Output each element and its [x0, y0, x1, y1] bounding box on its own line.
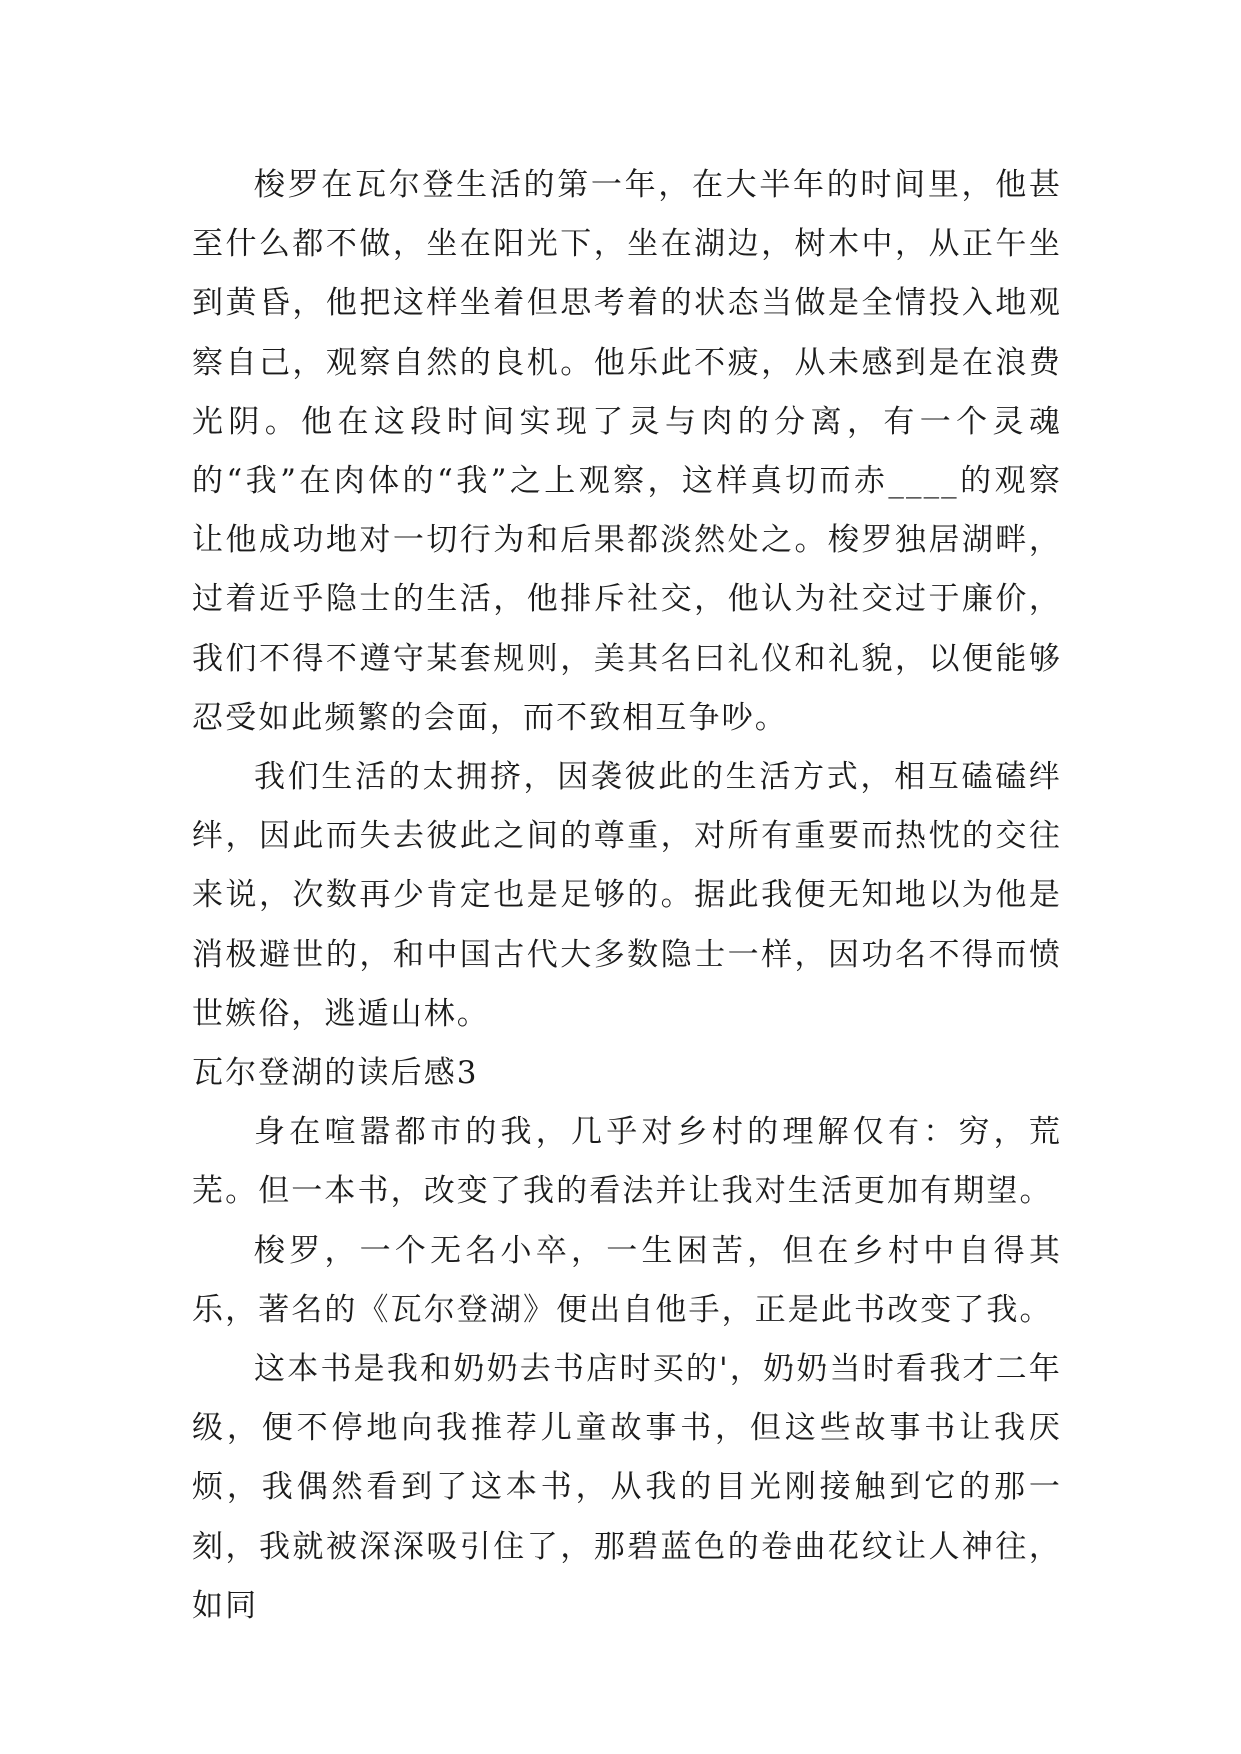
paragraph-thoreau-first-year: 梭罗在瓦尔登生活的第一年，在大半年的时间里，他甚至什么都不做，坐在阳光下，坐在湖边，树木中，从正午坐到黄昏，他把这样坐着但思考着的状态当做是全情投入地观察自己，观察自然的良机。他乐此不疲，从未感到是在浪费光阴。他在这段时间实现了灵与肉的分离，有一个灵魂的“我”在肉体的“我”之上观察，这样真切而赤____的观察让他成功地对一切行为和后果都淡然处之。梭罗独居湖畔，过着近乎隐士的生活，他排斥社交，他认为社交过于廉价，我们不得不遵守某套规则，美其名曰礼仪和礼貌，以便能够忍受如此频繁的会面，而不致相互争吵。 — [192, 167, 1062, 736]
paragraph-crowded-life: 我们生活的太拥挤，因袭彼此的生活方式，相互磕磕绊绊，因此而失去彼此之间的尊重，对所有重要而热忱的交往来说，次数再少肯定也是足够的。据此我便无知地以为他是消极避世的，和中国古代大多数隐士一样，因功名不得而愤世嫉俗，逃遁山林。 — [192, 759, 1062, 1032]
section-heading: 瓦尔登湖的读后感3 — [192, 1055, 479, 1092]
paragraph-city-view-of-countryside: 身在喧嚣都市的我，几乎对乡村的理解仅有：穷，荒芜。但一本书，改变了我的看法并让我对生活更加有期望。 — [192, 1114, 1062, 1210]
paragraph-bookstore-story: 这本书是我和奶奶去书店时买的'，奶奶当时看我才二年级，便不停地向我推荐儿童故事书，但这些故事书让我厌烦，我偶然看到了这本书，从我的目光刚接触到它的那一刻，我就被深深吸引住了，那碧蓝色的卷曲花纹让人神往，如同 — [192, 1351, 1062, 1624]
paragraph-thoreau-introduction: 梭罗，一个无名小卒，一生困苦，但在乡村中自得其乐，著名的《瓦尔登湖》便出自他手，正是此书改变了我。 — [192, 1232, 1062, 1328]
document-body — [192, 156, 1062, 1636]
